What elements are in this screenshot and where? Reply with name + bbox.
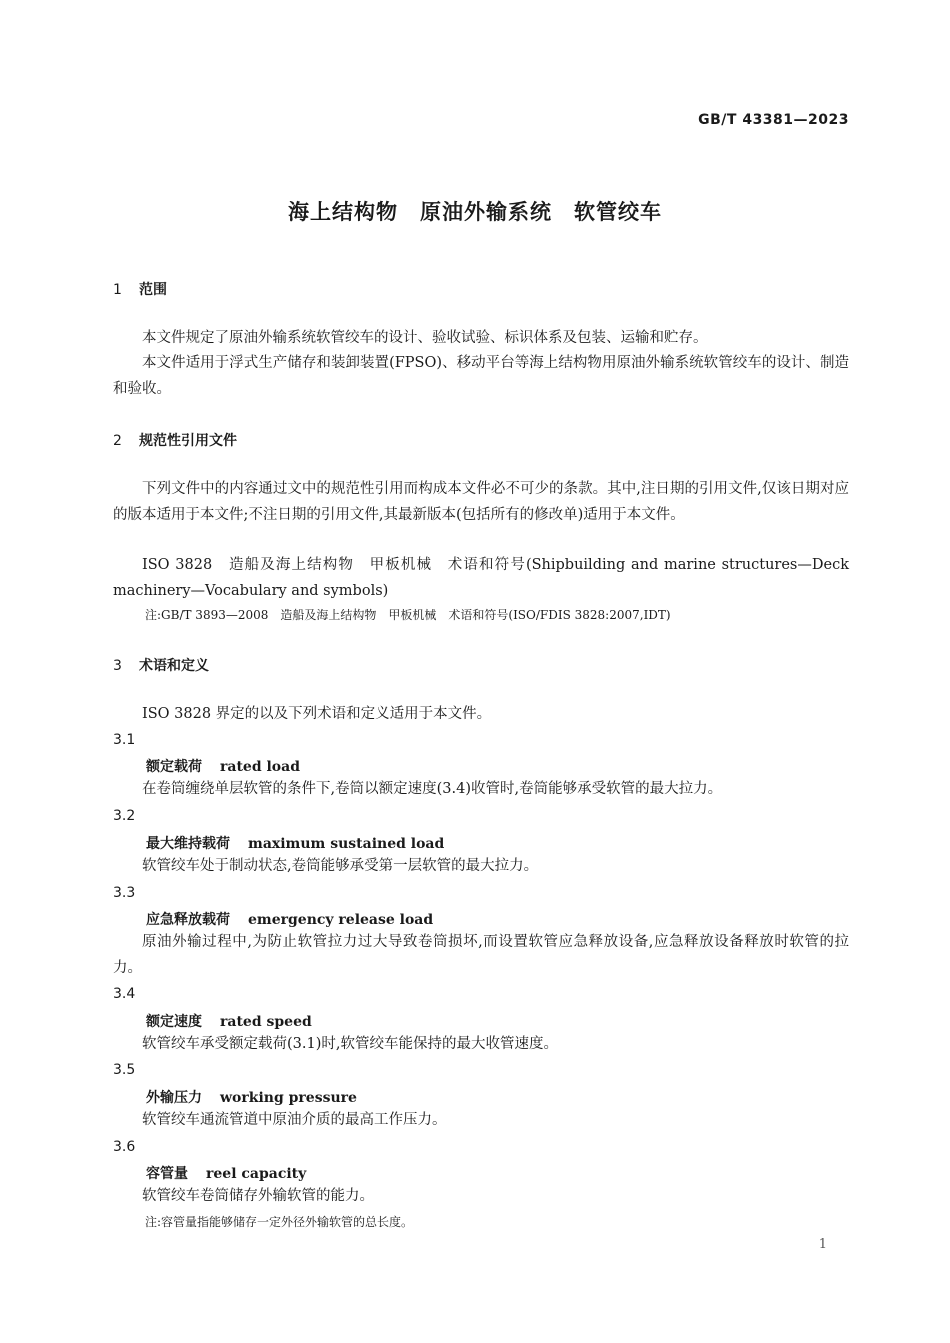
term-entry [146, 756, 300, 776]
term-definition: 软管绞车卷筒储存外输软管的能力。 [142, 1188, 374, 1204]
term-entry [146, 909, 433, 929]
term-number: 3.6 [113, 1139, 136, 1155]
document-title: 海上结构物 原油外输系统 软管绞车 [288, 200, 662, 224]
term-entry [146, 1087, 357, 1107]
reference-entry: ISO 3828 造船及海上结构物 甲板机械 术语和符号(Shipbuilding and marine structures—Deck machinery—Vocabulary and symbols) [113, 557, 849, 599]
term-definition: 软管绞车承受额定载荷(3.1)时,软管绞车能保持的最大收管速度。 [142, 1036, 558, 1052]
term-zh: 额定速度 [146, 1014, 202, 1030]
term-en: maximum sustained load [248, 836, 445, 852]
section-number: 3 [113, 658, 122, 674]
section-number: 2 [113, 433, 122, 449]
note: 注:GB/T 3893—2008 造船及海上结构物 甲板机械 术语和符号(ISO/FDIS 3828:2007,IDT) [145, 608, 671, 622]
term-zh: 应急释放载荷 [146, 912, 230, 928]
section-title: 规范性引用文件 [139, 433, 237, 449]
term-number: 3.1 [113, 732, 136, 748]
term-en: rated load [220, 759, 301, 775]
term-en: rated speed [220, 1014, 312, 1030]
term-number: 3.3 [113, 885, 136, 901]
term-number: 3.5 [113, 1062, 136, 1078]
term-definition: 原油外输过程中,为防止软管拉力过大导致卷筒损坏,而设置软管应急释放设备,应急释放设备释放时软管的拉力。 [113, 934, 849, 976]
section-title: 范围 [139, 282, 167, 298]
section-heading-terms-definitions [113, 655, 209, 675]
term-entry [146, 1011, 312, 1031]
page-number: 1 [818, 1237, 827, 1252]
term-definition: 软管绞车处于制动状态,卷筒能够承受第一层软管的最大拉力。 [142, 858, 539, 874]
note: 注:容管量指能够储存一定外径外输软管的总长度。 [145, 1215, 414, 1229]
term-definition: 在卷筒缠绕单层软管的条件下,卷筒以额定速度(3.4)收管时,卷筒能够承受软管的最大拉力。 [142, 781, 723, 797]
term-zh: 最大维持载荷 [146, 836, 230, 852]
term-en: emergency release load [248, 912, 434, 928]
term-number: 3.4 [113, 986, 136, 1002]
section-heading-normative-references [113, 430, 237, 450]
paragraph: ISO 3828 界定的以及下列术语和定义适用于本文件。 [142, 706, 492, 722]
paragraph: 本文件适用于浮式生产储存和装卸装置(FPSO)、移动平台等海上结构物用原油外输系统软管绞车的设计、制造和验收。 [113, 355, 849, 397]
term-definition: 软管绞车通流管道中原油介质的最高工作压力。 [142, 1112, 447, 1128]
term-zh: 容管量 [146, 1166, 188, 1182]
term-entry [146, 1163, 306, 1183]
section-title: 术语和定义 [139, 658, 209, 674]
term-zh: 外输压力 [146, 1090, 202, 1106]
term-zh: 额定载荷 [146, 759, 202, 775]
section-number: 1 [113, 282, 122, 298]
standard-number: GB/T 43381—2023 [698, 112, 849, 128]
section-heading-scope [113, 279, 167, 299]
term-en: working pressure [220, 1090, 357, 1106]
term-entry [146, 833, 444, 853]
term-en: reel capacity [206, 1166, 307, 1182]
term-number: 3.2 [113, 808, 136, 824]
paragraph: 本文件规定了原油外输系统软管绞车的设计、验收试验、标识体系及包装、运输和贮存。 [142, 330, 708, 346]
paragraph: 下列文件中的内容通过文中的规范性引用而构成本文件必不可少的条款。其中,注日期的引用文件,仅该日期对应的版本适用于本文件;不注日期的引用文件,其最新版本(包括所有的修改单)适用于本文件。 [113, 481, 849, 523]
